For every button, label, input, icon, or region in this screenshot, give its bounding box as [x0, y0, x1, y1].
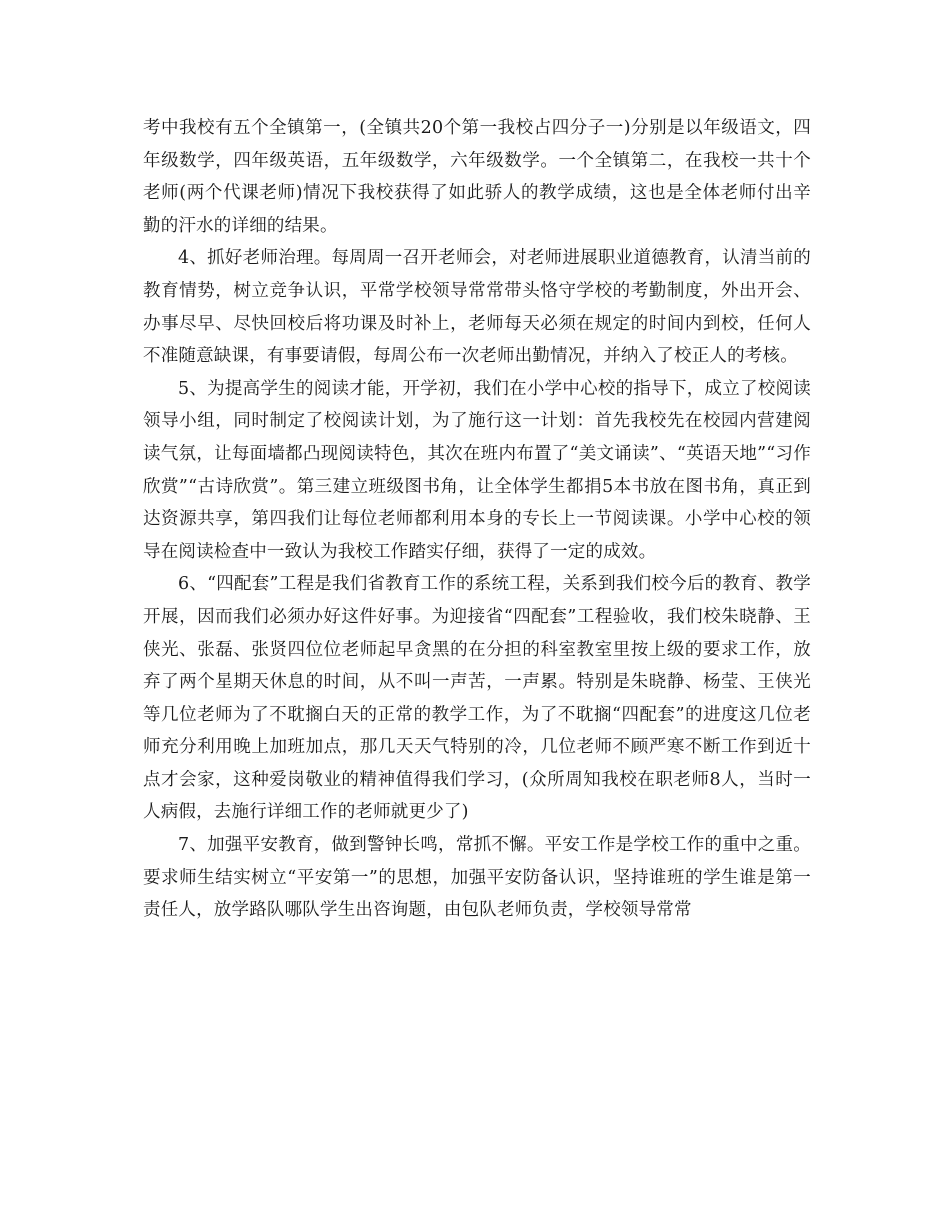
document-body	[143, 112, 811, 927]
paragraph-safety-education: 7、加强平安教育，做到警钟长鸣，常抓不懈。平安工作是学校工作的重中之重。要求师生结实树立“平安第一”的思想，加强平安防备认识，坚持谁班的学生谁是第一责任人，放学路队哪队学生出咨询题，由包队老师负责，学校领导常常	[143, 835, 811, 921]
paragraph-teacher-management: 4、抓好老师治理。每周周一召开老师会，对老师进展职业道德教育，认清当前的教育情势，树立竞争认识，平常学校领导常常带头恪守学校的考勤制度，外出开会、办事尽早、尽快回校后将功课及时补上，老师每天必须在规定的时间内到校，任何人不准随意缺课，有事要请假，每周公布一次老师出勤情况，并纳入了校正人的考核。	[143, 248, 811, 367]
paragraph-four-supporting-project: 6、“四配套”工程是我们省教育工作的系统工程，关系到我们校今后的教育、教学开展，因而我们必须办好这件好事。为迎接省“四配套”工程验收，我们校朱晓静、王侠光、张磊、张贤四位位老师起早贪黑的在分担的科室教室里按上级的要求工作，放弃了两个星期天休息的时间，从不叫一声苦，一声累。特别是朱晓静、杨莹、王侠光等几位老师为了不耽搁白天的正常的教学工作，为了不耽搁“四配套”的进度这几位老师充分利用晚上加班加点，那几天天气特别的冷，几位老师不顾严寒不断工作到近十点才会家，这种爱岗敬业的精神值得我们学习，(众所周知我校在职老师8人，当时一人病假，去施行详细工作的老师就更少了)	[143, 574, 811, 823]
paragraph-reading-ability: 5、为提高学生的阅读才能，开学初，我们在小学中心校的指导下，成立了校阅读领导小组，同时制定了校阅读计划，为了施行这一计划：首先我校先在校园内营建阅读气氛，让每面墙都凸现阅读特色，其次在班内布置了“美文诵读”、“英语天地”“习作欣赏”“古诗欣赏”。第三建立班级图书角，让全体学生都捐5本书放在图书角，真正到达资源共享，第四我们让每位老师都利用本身的专长上一节阅读课。小学中心校的领导在阅读检查中一致认为我校工作踏实仔细，获得了一定的成效。	[143, 378, 811, 562]
paragraph-exam-results: 考中我校有五个全镇第一，(全镇共20个第一我校占四分子一)分别是以年级语文，四年级数学，四年级英语，五年级数学，六年级数学。一个全镇第二，在我校一共十个老师(两个代课老师)情况下我校获得了如此骄人的教学成绩，这也是全体老师付出辛勤的汗水的详细的结果。	[143, 118, 811, 236]
